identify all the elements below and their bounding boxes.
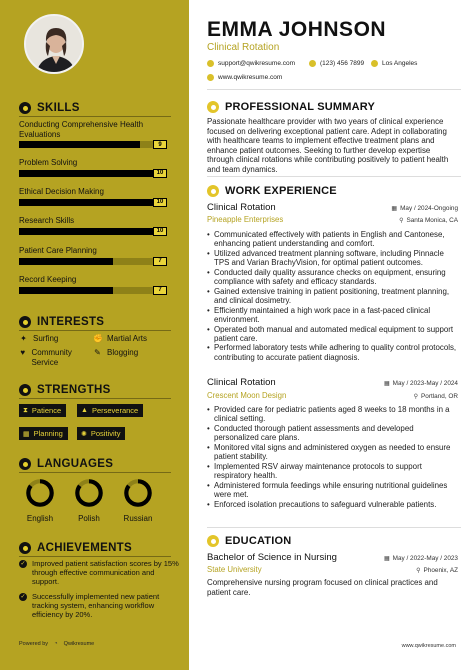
skill-name: Problem Solving (19, 158, 78, 167)
interest-item: ♥ Community Service (20, 348, 72, 367)
community-icon: ♥ (20, 348, 26, 357)
contact-website[interactable]: www.qwikresume.com (207, 74, 282, 81)
language-item (116, 478, 160, 523)
wave-icon: ✦ (20, 334, 27, 343)
skill-item (19, 158, 167, 177)
divider (19, 472, 171, 473)
list-item: • Implemented RSV airway maintenance protocols to support respiratory health. (207, 462, 459, 481)
interest-item: ✊ Martial Arts (93, 334, 148, 343)
job-dates: ▦ May / 2024-Ongoing (391, 205, 458, 212)
candidate-name: EMMA JOHNSON (207, 18, 387, 41)
job-location: ⚲ Santa Monica, CA (399, 217, 458, 224)
strength-tag: ▲ Perseverance (77, 404, 143, 417)
job-company: Pineapple Enterprises (207, 215, 284, 224)
check-icon: ✓ (20, 561, 26, 567)
sun-icon: ✺ (81, 430, 87, 438)
list-item: • Provided care for pediatric patients aged 8 weeks to 18 months in a clinical setting. (207, 405, 459, 424)
interests-heading: INTERESTS (19, 316, 104, 328)
divider (207, 176, 461, 177)
strength-tag: ✺ Positivity (77, 427, 125, 440)
location-icon (371, 60, 378, 67)
footer-url[interactable]: www.qwikresume.com (401, 643, 456, 649)
skill-item (19, 275, 167, 294)
list-item: • Conducted daily quality assurance checks on equipment, ensuring compliance with safety and efficacy standards. (207, 268, 459, 287)
skill-score: 7 (153, 257, 167, 266)
list-item: • Performed laboratory tests while adhering to quality control protocols, contributing to accurate patient diagnosis. (207, 343, 459, 362)
skill-bar-fill (19, 199, 153, 206)
skill-score: 10 (153, 169, 167, 178)
email-icon (207, 60, 214, 67)
job-location: ⚲ Portland, OR (413, 393, 458, 400)
education-location: ⚲ Phoenix, AZ (416, 567, 458, 574)
list-item: • Gained extensive training in patient positioning, treatment planning, and clinical dosimetry. (207, 287, 459, 306)
language-level-ring (123, 478, 153, 508)
job-bullets (207, 230, 459, 362)
skill-score: 10 (153, 227, 167, 236)
education-heading: EDUCATION (207, 535, 291, 547)
strengths-heading: STRENGTHS (19, 384, 111, 396)
list-item: • Enforced isolation precautions to safeguard vulnerable patients. (207, 500, 459, 509)
qwikresume-logo: ◔ (54, 641, 58, 647)
calendar-icon: ▦ (383, 556, 390, 562)
job-company: Crescent Moon Design (207, 391, 287, 400)
candidate-role: Clinical Rotation (207, 42, 280, 53)
strength-tag: ⧗ Patience (19, 404, 66, 417)
skill-name: Patient Care Planning (19, 246, 97, 255)
skill-bar-fill (19, 141, 140, 148)
globe-icon (207, 74, 214, 81)
interest-item: ✦ Surfing (20, 334, 59, 343)
calendar-icon: ▦ (23, 430, 30, 438)
strengths-icon (19, 384, 31, 396)
skill-item (19, 120, 167, 148)
skills-heading: SKILLS (19, 102, 80, 114)
hourglass-icon: ⧗ (23, 406, 28, 414)
sidebar (0, 0, 189, 670)
achievements-heading: ACHIEVEMENTS (19, 542, 132, 554)
divider (19, 398, 171, 399)
skill-name: Ethical Decision Making (19, 187, 104, 196)
powered-by: Powered by ◔ Qwikresume (19, 641, 95, 647)
list-item: • Operated both manual and automated medical equipment to support patient care. (207, 325, 459, 344)
degree-title: Bachelor of Science in Nursing (207, 552, 337, 563)
skill-score: 7 (153, 286, 167, 295)
skill-item (19, 216, 167, 235)
interests-icon (19, 316, 31, 328)
interest-item: ✎ Blogging (94, 348, 139, 357)
profile-photo (24, 14, 84, 74)
education-text: Comprehensive nursing program focused on clinical practices and patient care. (207, 578, 438, 597)
language-name: Polish (78, 514, 100, 523)
skill-bar (19, 228, 167, 235)
location-pin-icon: ⚲ (416, 568, 421, 574)
list-item: • Utilized advanced treatment planning software, including Pinnacle TPS and Varian BrachyVision, for optimal patient outcomes. (207, 249, 459, 268)
summary-icon (207, 101, 219, 113)
main-content (189, 0, 474, 670)
job-title: Clinical Rotation (207, 377, 276, 388)
language-name: English (26, 514, 54, 523)
contact-location: Los Angeles (371, 60, 417, 67)
briefcase-icon (207, 185, 219, 197)
skill-bar (19, 258, 167, 265)
divider (207, 527, 461, 528)
mountain-icon: ▲ (81, 407, 88, 414)
list-item: • Communicated effectively with patients in English and Cantonese, enhancing patient understanding and comfort. (207, 230, 459, 249)
list-item: • Monitored vital signs and administered oxygen as needed to ensure patient stability. (207, 443, 459, 462)
divider (207, 89, 461, 90)
calendar-icon: ▦ (391, 206, 398, 212)
education-dates: ▦ May / 2022-May / 2023 (383, 555, 458, 562)
skill-bar (19, 287, 167, 294)
skill-bar (19, 141, 167, 148)
language-item (67, 478, 111, 523)
calendar-icon: ▦ (383, 381, 390, 387)
list-item: • Efficiently maintained a high work pace in a fast-paced clinical environment. (207, 306, 459, 325)
phone-icon (309, 60, 316, 67)
martial-arts-icon: ✊ (93, 334, 103, 343)
skill-score: 9 (153, 140, 167, 149)
summary-text: Passionate healthcare provider with two years of clinical experience focused on delivering exceptional patient care. Adept in collaborating with healthcare teams to implement effective treatment plans and enhance patient outcomes. Seeking to further develop expertise through clinical rotations while contributing positively to patient health and team dynamics. (207, 117, 449, 174)
job-title: Clinical Rotation (207, 202, 276, 213)
achievement-item: ✓ Improved patient satisfaction scores by 15% through effective communication and support. (20, 559, 179, 586)
contact-email[interactable]: support@qwikresume.com (207, 60, 295, 67)
location-pin-icon: ⚲ (399, 218, 404, 224)
blog-icon: ✎ (94, 348, 101, 357)
achievement-item: ✓ Successfully implemented new patient tracking system, enhancing workflow efficiency by 20%. (20, 592, 160, 619)
language-item (18, 478, 62, 523)
contact-phone[interactable]: (123) 456 7899 (309, 60, 364, 67)
strength-tag: ▦ Planning (19, 427, 68, 440)
skill-name: Record Keeping (19, 275, 77, 284)
skill-name: Conducting Comprehensive Health Evaluations (19, 120, 144, 139)
languages-icon (19, 458, 31, 470)
skill-name: Research Skills (19, 216, 75, 225)
achievements-icon (19, 542, 31, 554)
list-item: • Conducted thorough patient assessments and developed personalized care plans. (207, 424, 459, 443)
experience-heading: WORK EXPERIENCE (207, 185, 337, 197)
skill-bar (19, 170, 167, 177)
skill-score: 10 (153, 198, 167, 207)
skill-item (19, 187, 167, 206)
language-level-ring (25, 478, 55, 508)
check-icon: ✓ (20, 594, 26, 600)
languages-heading: LANGUAGES (19, 458, 113, 470)
summary-heading: PROFESSIONAL SUMMARY (207, 101, 375, 113)
skill-bar-fill (19, 228, 153, 235)
job-bullets (207, 405, 459, 509)
skill-bar (19, 199, 167, 206)
divider (19, 330, 171, 331)
skill-bar-fill (19, 170, 153, 177)
divider (19, 116, 171, 117)
location-pin-icon: ⚲ (413, 394, 419, 400)
list-item: • Administered formula feedings while ensuring nutritional guidelines were met. (207, 481, 459, 500)
skill-item (19, 246, 167, 265)
graduation-cap-icon (207, 535, 219, 547)
skill-bar-fill (19, 258, 113, 265)
school-name: State University (207, 565, 262, 574)
job-dates: ▦ May / 2023-May / 2024 (383, 380, 458, 387)
language-level-ring (74, 478, 104, 508)
divider (19, 556, 171, 557)
language-name: Russian (123, 514, 153, 523)
skill-bar-fill (19, 287, 113, 294)
skills-icon (19, 102, 31, 114)
